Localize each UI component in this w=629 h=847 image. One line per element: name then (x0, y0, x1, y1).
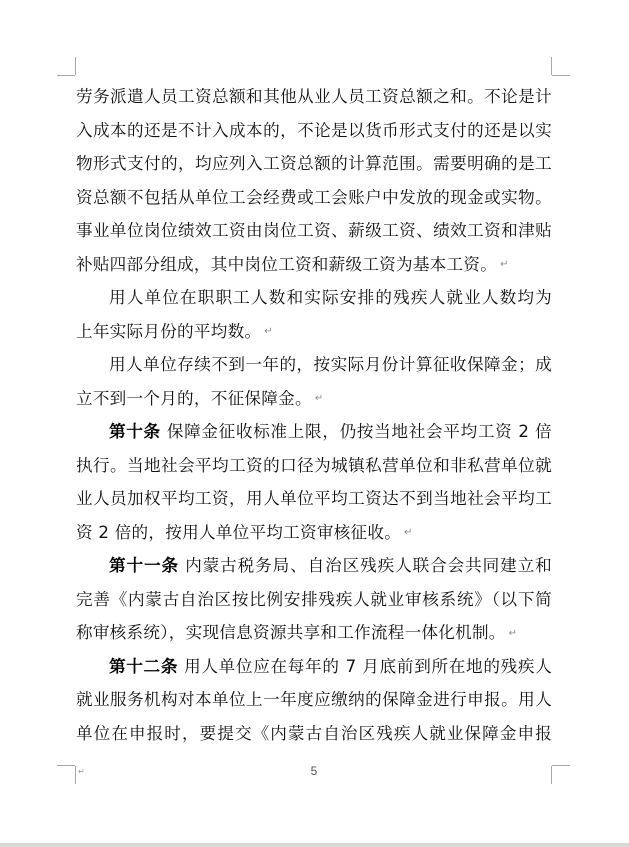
text-line: 第十条 保障金征收标准上限，仍按当地社会平均工资 2 倍 (109, 422, 552, 441)
text-line: 物形式支付的，均应列入工资总额的计算范围。需要明确的是工 (76, 154, 552, 173)
text-line: 资 2 倍的，按用人单位平均工资审核征收。 ↵ (76, 522, 413, 542)
text-line: 执行。当地社会平均工资的口径为城镇私营单位和非私营单位就 (76, 455, 552, 475)
paragraph-mark-icon: ↵ (404, 527, 413, 539)
document-body (76, 80, 552, 750)
text-line: 第十二条 用人单位应在每年的 7 月底前到所在地的残疾人 (109, 656, 552, 676)
text-line: 上年实际月份的平均数。 ↵ (76, 321, 273, 341)
text-line: 用人单位在职职工人数和实际安排的残疾人就业人数均为 (109, 288, 552, 307)
paragraph-mark-icon: ↵ (508, 627, 518, 639)
text-line: 资总额不包括从单位工会经费或工会账户中发放的现金或实物。 (76, 187, 552, 207)
text-line: 业人员加权平均工资，用人单位平均工资达不到当地社会平均工 (76, 489, 552, 508)
text-line: 立不到一个月的，不征保障金。 ↵ (76, 388, 324, 408)
text-line: 称审核系统），实现信息资源共享和工作流程一体化机制。 ↵ (76, 623, 518, 642)
text-line: 用人单位存续不到一年的，按实际月份计算征收保障金；成 (109, 355, 552, 374)
paragraph-mark-icon: ↵ (314, 393, 324, 405)
text-line: 完善《内蒙古自治区按比例安排残疾人就业审核系统》（以下简 (76, 589, 552, 609)
page-gap (0, 843, 629, 847)
page-number: 5 (310, 764, 318, 778)
text-line: 补贴四部分组成，其中岗位工资和薪级工资为基本工资。 ↵ (76, 254, 509, 274)
article-heading: 第十二条 (109, 656, 179, 676)
text-line: 入成本的还是不计入成本的，不论是以货币形式支付的还是以实 (76, 120, 552, 140)
article-heading: 第十条 (109, 422, 161, 441)
footer-paragraph-mark-icon: ↵ (78, 767, 85, 776)
text-line: 第十一条 内蒙古税务局、自治区残疾人联合会共同建立和 (109, 556, 552, 575)
paragraph-mark-icon: ↵ (500, 259, 509, 271)
text-line: 就业服务机构对本单位上一年度应缴纳的保障金进行申报。用人 (76, 690, 552, 709)
article-heading: 第十一条 (109, 556, 179, 575)
text-line: 单位在申报时，要提交《内蒙古自治区残疾人就业保障金申报 (76, 723, 552, 743)
text-line: 劳务派遣人员工资总额和其他从业人员工资总额之和。不论是计 (76, 87, 552, 106)
text-line: 事业单位岗位绩效工资由岗位工资、薪级工资、绩效工资和津贴 (76, 221, 552, 240)
paragraph-mark-icon: ↵ (264, 326, 273, 338)
